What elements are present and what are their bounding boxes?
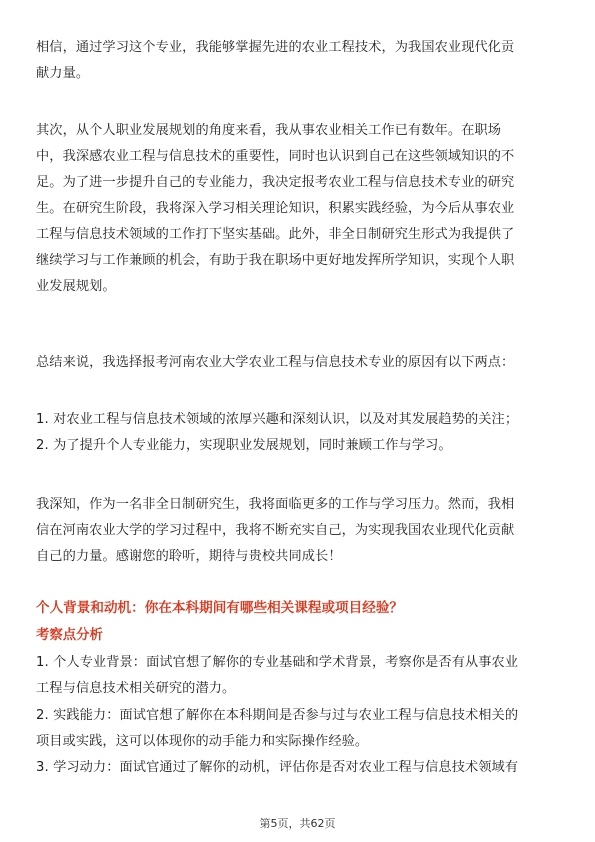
list-item: 2. 为了提升个人专业能力，实现职业发展规划，同时兼顾工作与学习。 (36, 438, 452, 453)
reasons-list (36, 407, 562, 459)
paragraph-closing (36, 492, 562, 570)
text-line: 自己的力量。感谢您的聆听，期待与贵校共同成长！ (36, 549, 342, 564)
text-line: 足。为了进一步提升自己的专业能力，我决定报考农业工程与信息技术专业的研究 (36, 175, 515, 190)
list-item (36, 755, 562, 781)
analysis-list (36, 650, 562, 781)
list-item (36, 703, 562, 756)
text-line: 3. 学习动力：面试官通过了解你的动机，评估你是否对农业工程与信息技术领域有 (36, 760, 519, 776)
text-line: 献力量。 (36, 66, 90, 81)
text-line: 工程与信息技术相关研究的潜力。 (36, 681, 236, 697)
list-item: 1. 对农业工程与信息技术领域的浓厚兴趣和深刻认识，以及对其发展趋势的关注； (36, 412, 519, 427)
text-line: 信在河南农业大学的学习过程中，我将不断充实自己，为实现我国农业现代化贡献 (36, 523, 515, 538)
paragraph-summary (36, 350, 562, 376)
page-number: 第5页，共62页 (259, 817, 336, 830)
paragraph-intro-conclusion (36, 35, 562, 87)
text-line: 生。在研究生阶段，我将深入学习相关理论知识，积累实践经验，为今后从事农业 (36, 201, 515, 216)
text-line: 2. 实践能力：面试官想了解你在本科期间是否参与过与农业工程与信息技术相关的 (36, 707, 519, 723)
text-line: 项目或实践，这可以体现你的动手能力和实际操作经验。 (36, 733, 369, 749)
text-line: 总结来说，我选择报考河南农业大学农业工程与信息技术专业的原因有以下两点： (36, 355, 515, 370)
text-line: 工程与信息技术领域的工作打下坚实基础。此外，非全日制研究生形式为我提供了 (36, 227, 515, 242)
text-line: 中，我深感农业工程与信息技术的重要性，同时也认识到自己在这些领域知识的不 (36, 149, 515, 164)
text-line: 相信，通过学习这个专业，我能够掌握先进的农业工程技术，为我国农业现代化贡 (36, 40, 515, 55)
text-line: 业发展规划。 (36, 279, 116, 294)
text-line: 我深知，作为一名非全日制研究生，我将面临更多的工作与学习压力。然而，我相 (36, 497, 515, 512)
text-line: 继续学习与工作兼顾的机会，有助于我在职场中更好地发挥所学知识，实现个人职 (36, 253, 515, 268)
paragraph-career-plan (36, 118, 562, 300)
question-heading: 个人背景和动机：你在本科期间有哪些相关课程或项目经验？ (36, 600, 404, 616)
text-line: 其次，从个人职业发展规划的角度来看，我从事农业相关工作已有数年。在职场 (36, 123, 502, 138)
list-item (36, 650, 562, 703)
text-line: 1. 个人专业背景：面试官想了解你的专业基础和学术背景，考察你是否有从事农业 (36, 655, 519, 670)
analysis-heading: 考察点分析 (36, 628, 103, 643)
